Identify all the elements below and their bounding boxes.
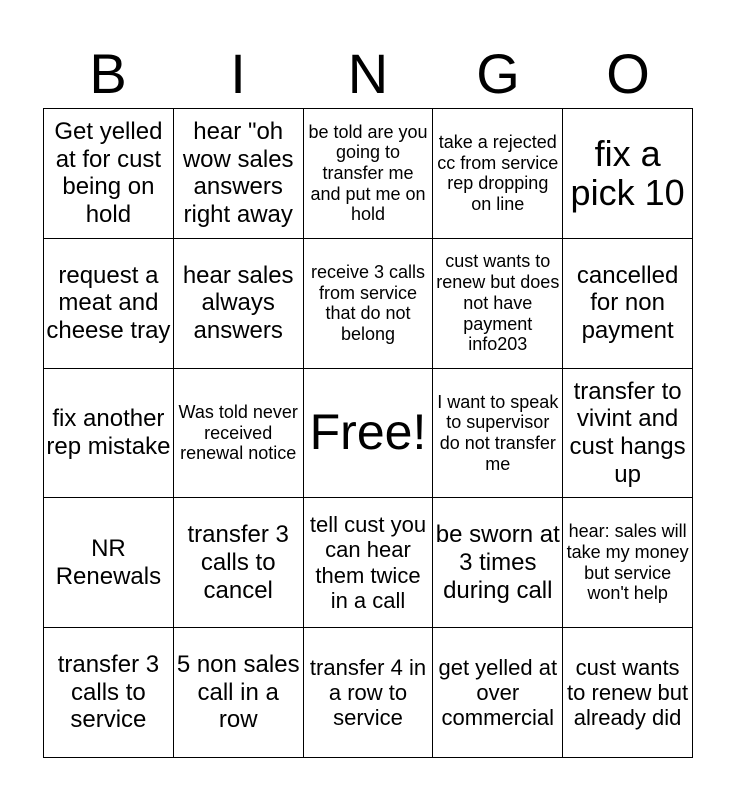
bingo-cell[interactable] xyxy=(433,369,563,499)
cell-text: Was told never received renewal notice xyxy=(178,401,298,464)
cell-text: Get yelled at for cust being on hold xyxy=(54,118,163,228)
bingo-cell[interactable] xyxy=(174,369,304,499)
bingo-cell[interactable] xyxy=(304,628,434,758)
bingo-cell[interactable] xyxy=(44,628,174,758)
bingo-cell[interactable] xyxy=(563,239,693,369)
bingo-cell[interactable] xyxy=(174,498,304,628)
bingo-cell[interactable] xyxy=(174,239,304,369)
bingo-cell[interactable] xyxy=(174,109,304,239)
bingo-header xyxy=(43,40,693,108)
bingo-cell[interactable] xyxy=(304,498,434,628)
cell-text: take a rejected cc from service rep dropping on line xyxy=(437,132,559,215)
cell-text: cancelled for non payment xyxy=(576,261,679,344)
cell-text: transfer 3 calls to cancel xyxy=(187,521,289,604)
cell-text: be told are you going to transfer me and put me on hold xyxy=(308,121,428,225)
header-letter-n: N xyxy=(347,42,389,105)
bingo-cell[interactable] xyxy=(44,239,174,369)
cell-text: tell cust you can hear them twice in a call xyxy=(309,512,427,614)
cell-text: fix a pick 10 xyxy=(570,132,685,214)
bingo-cell[interactable] xyxy=(563,628,693,758)
cell-text: transfer to vivint and cust hangs up xyxy=(569,377,686,488)
cell-text: get yelled at over commercial xyxy=(438,654,558,731)
bingo-cell[interactable] xyxy=(174,628,304,758)
free-space-cell[interactable] xyxy=(304,369,434,499)
bingo-cell[interactable] xyxy=(563,498,693,628)
cell-text: fix another rep mistake xyxy=(46,405,171,460)
cell-text: hear: sales will take my money but service won't help xyxy=(566,521,689,604)
bingo-cell[interactable] xyxy=(433,628,563,758)
cell-text: hear "oh wow sales answers right away xyxy=(182,118,294,228)
header-letter-b: B xyxy=(89,42,127,105)
bingo-cell[interactable] xyxy=(44,109,174,239)
bingo-cell[interactable] xyxy=(44,369,174,499)
bingo-board xyxy=(43,108,693,758)
cell-text: cust wants to renew but already did xyxy=(567,654,689,731)
bingo-cell[interactable] xyxy=(563,109,693,239)
header-letter-i: I xyxy=(230,42,246,105)
free-space-text: Free! xyxy=(309,404,427,461)
bingo-cell[interactable] xyxy=(563,369,693,499)
cell-text: transfer 4 in a row to service xyxy=(309,654,427,731)
bingo-cell[interactable] xyxy=(304,239,434,369)
cell-text: 5 non sales call in a row xyxy=(176,651,300,734)
bingo-cell[interactable] xyxy=(304,109,434,239)
cell-text: hear sales always answers xyxy=(182,261,294,344)
bingo-cell[interactable] xyxy=(44,498,174,628)
header-letter-o: O xyxy=(606,42,650,105)
cell-text: receive 3 calls from service that do not belong xyxy=(310,261,426,344)
bingo-cell[interactable] xyxy=(433,498,563,628)
cell-text: NR Renewals xyxy=(55,535,162,590)
cell-text: request a meat and cheese tray xyxy=(46,261,171,344)
cell-text: cust wants to renew but does not have payment info203 xyxy=(436,251,560,355)
bingo-cell[interactable] xyxy=(433,109,563,239)
header-letter-g: G xyxy=(476,42,520,105)
cell-text: I want to speak to supervisor do not transfer me xyxy=(437,391,559,474)
cell-text: transfer 3 calls to service xyxy=(57,651,160,734)
bingo-cell[interactable] xyxy=(433,239,563,369)
cell-text: be sworn at 3 times during call xyxy=(435,521,560,604)
